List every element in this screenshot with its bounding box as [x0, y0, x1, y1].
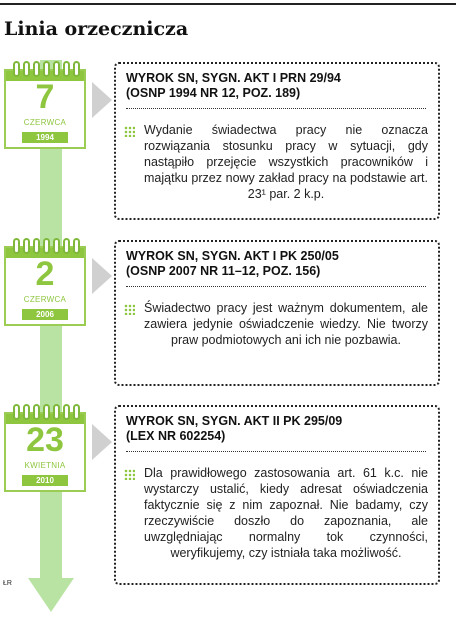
ruling-text: Dla prawidłowego zastosowania art. 61 k.c. nie wystarczy ustalić, kiedy adresat oświadczenia faktycznie się z nim zapoznał. Nie badamy, czy rzeczywiście doszło do zapoznania, ale uwzględniając normalny tok czynności, weryfikujemy, czy istniała taka możliwość.	[144, 466, 428, 560]
ruling-card	[114, 405, 440, 585]
ruling-text: Wydanie świadectwa pracy nie oznacza rozwiązania stosunku pracy w sytuacji, gdy nastąpiło przejęcie wszystkich pracowników i majątku przez nowy zakład pracy na podstawie art. 23¹ par. 2 k.p.	[144, 123, 428, 201]
timeline-arrow	[28, 578, 74, 612]
top-rule	[0, 3, 456, 5]
card-divider	[126, 451, 426, 452]
ruling-heading-line1: WYROK SN, SYGN. AKT II PK 295/09	[126, 414, 343, 428]
calendar-rings	[6, 238, 84, 256]
bullet-icon	[124, 469, 135, 480]
calendar-day: 7	[35, 78, 55, 116]
chevron-right-icon	[92, 424, 112, 460]
ruling-card	[114, 62, 440, 220]
calendar-icon	[4, 69, 86, 149]
calendar-year: 1994	[22, 132, 68, 143]
ruling-heading	[126, 249, 428, 279]
card-divider	[126, 286, 426, 287]
ruling-card	[114, 240, 440, 386]
page-title: Linia orzecznicza	[4, 18, 189, 40]
ruling-text: Świadectwo pracy jest ważnym dokumentem, ale zawiera jedynie oświadczenie wiedzy. Nie tworzy praw podmiotowych ani ich nie pozbawia.	[144, 301, 428, 347]
calendar-rings	[6, 404, 84, 422]
calendar-month: CZERWCA	[23, 295, 67, 304]
calendar-icon	[4, 412, 86, 492]
ruling-heading	[126, 71, 428, 101]
calendar-year: 2010	[22, 475, 68, 486]
ruling-heading	[126, 414, 428, 444]
calendar-month: KWIETNIA	[24, 461, 66, 470]
ruling-heading-line1: WYROK SN, SYGN. AKT I PRN 29/94	[126, 71, 341, 85]
bullet-icon	[124, 126, 135, 137]
calendar-year: 2006	[22, 309, 68, 320]
calendar-day: 23	[26, 421, 64, 459]
ruling-heading-line2: (LEX NR 602254)	[126, 429, 226, 443]
chevron-right-icon	[92, 82, 112, 118]
card-divider	[126, 108, 426, 109]
ruling-heading-line2: (OSNP 1994 NR 12, POZ. 189)	[126, 86, 301, 100]
ruling-heading-line1: WYROK SN, SYGN. AKT I PK 250/05	[126, 249, 339, 263]
calendar-rings	[6, 61, 84, 79]
chevron-right-icon	[92, 258, 112, 294]
ruling-heading-line2: (OSNP 2007 NR 11–12, POZ. 156)	[126, 264, 321, 278]
calendar-icon	[4, 246, 86, 326]
author-credit: ŁR	[3, 580, 12, 587]
bullet-icon	[124, 304, 135, 315]
calendar-day: 2	[35, 255, 55, 293]
calendar-month: CZERWCA	[23, 118, 67, 127]
